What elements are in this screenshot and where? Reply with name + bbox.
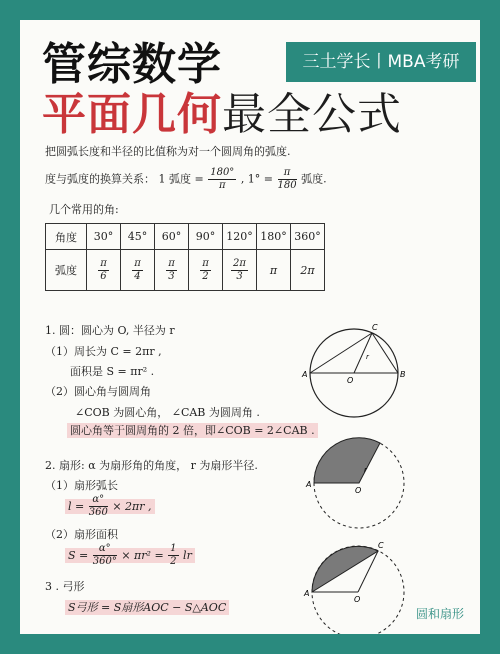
radian-den: 6: [100, 270, 107, 282]
sector-heading: 2. 扇形: α 为扇形角的角度， r 为扇形半径.: [45, 459, 258, 472]
area-frac-num: α°: [93, 543, 117, 556]
area-frac2-den: 2: [170, 556, 177, 567]
sector-area-label: （2）扇形面积: [45, 528, 118, 541]
area-lhs: S =: [68, 548, 89, 562]
table-cell: 2π: [291, 250, 325, 291]
area-mid: × πr² =: [121, 548, 164, 562]
frac2-den: 180: [277, 180, 297, 191]
sector-label-o: O: [355, 486, 362, 495]
conversion-label: 度与弧度的换算关系：: [45, 172, 155, 186]
sector-label-a: A: [306, 480, 312, 489]
segment-fill: [312, 546, 378, 592]
label-a: A: [302, 370, 308, 379]
segment-label-c: C: [378, 541, 384, 550]
page: [20, 20, 480, 634]
radian-den: 3: [168, 270, 175, 282]
table-cell: 60°: [155, 224, 189, 250]
brand-badge: 三土学长丨MBA考研: [286, 42, 476, 82]
table-cell: 360°: [291, 224, 325, 250]
radian-den: 3: [236, 270, 243, 282]
circle-item1: （1）周长为 C = 2πr ,: [45, 345, 162, 358]
sector-figure: [305, 438, 404, 528]
label-c: C: [372, 323, 378, 332]
circle-heading: 1. 圆：圆心为 O, 半径为 r: [45, 324, 175, 337]
sector-fill: [314, 438, 380, 483]
arc-frac-num: α°: [89, 494, 108, 507]
arc-frac-den: 360: [88, 507, 108, 518]
segment-formula-highlight: S弓形 = S扇形AOC − S△AOC: [65, 600, 229, 615]
segment-label-o: O: [354, 595, 361, 604]
radian-num: π: [134, 257, 141, 269]
radian-num: π: [100, 257, 107, 269]
circle-figure: [301, 323, 406, 417]
row-label-radians: 弧度: [46, 250, 87, 291]
label-r: r: [366, 353, 369, 361]
frac2-num: π: [278, 167, 297, 180]
circle-item2: （2）圆心角与圆周角: [45, 385, 151, 398]
radian-num: π: [168, 257, 175, 269]
segment-label-a: A: [304, 589, 310, 598]
conversion-part1: 1 弧度 =: [158, 172, 204, 186]
radian-num: 2π: [233, 257, 246, 269]
table-cell: 120°: [223, 224, 257, 250]
table-cell: 180°: [257, 224, 291, 250]
segment-figure: [303, 541, 404, 634]
geometry-figures: [20, 20, 480, 634]
label-b: B: [400, 370, 406, 379]
sector-arc-label: （1）扇形弧长: [45, 479, 118, 492]
common-angles-label: 几个常用的角:: [49, 203, 119, 216]
radian-den: 4: [134, 270, 141, 282]
circle-item2b: ∠COB 为圆心角， ∠CAB 为圆周角 .: [75, 406, 260, 419]
table-cell: 45°: [121, 224, 155, 250]
conversion-part2: , 1° =: [240, 172, 274, 186]
definition-text: 把圆弧长度和半径的比值称为对一个圆周角的弧度.: [45, 145, 291, 158]
title-line2-red: 平面几何: [42, 89, 222, 140]
table-cell: π: [257, 250, 291, 291]
radian-den: 2: [202, 270, 209, 282]
frac1-num: 180°: [210, 167, 235, 178]
segment-heading: 3 . 弓形: [45, 580, 85, 593]
table-cell: 30°: [87, 224, 121, 250]
arc-rhs: × 2πr ,: [112, 499, 152, 513]
arc-lhs: l =: [68, 499, 85, 513]
sector-label-r: r: [364, 466, 367, 474]
title-line1: 管综数学: [42, 39, 222, 90]
chord-cb: [372, 333, 398, 373]
title-line2-dark: 最全公式: [222, 89, 402, 140]
area-frac-den: 360°: [92, 556, 117, 567]
footer-label: 圆和扇形: [415, 607, 464, 621]
frac1-den: π: [218, 180, 226, 191]
area-rhs: lr: [183, 548, 192, 562]
row-label-degrees: 角度: [46, 224, 87, 250]
area-frac2-num: 1: [170, 543, 177, 554]
label-o: O: [347, 376, 354, 385]
table-cell: 90°: [189, 224, 223, 250]
circle-highlight: 圆心角等于圆周角的 2 倍，即∠COB = 2∠CAB .: [67, 423, 318, 438]
conversion-part3: 弧度.: [301, 172, 327, 186]
radian-num: π: [202, 257, 209, 269]
circle-item1b: 面积是 S = πr² .: [70, 365, 155, 378]
